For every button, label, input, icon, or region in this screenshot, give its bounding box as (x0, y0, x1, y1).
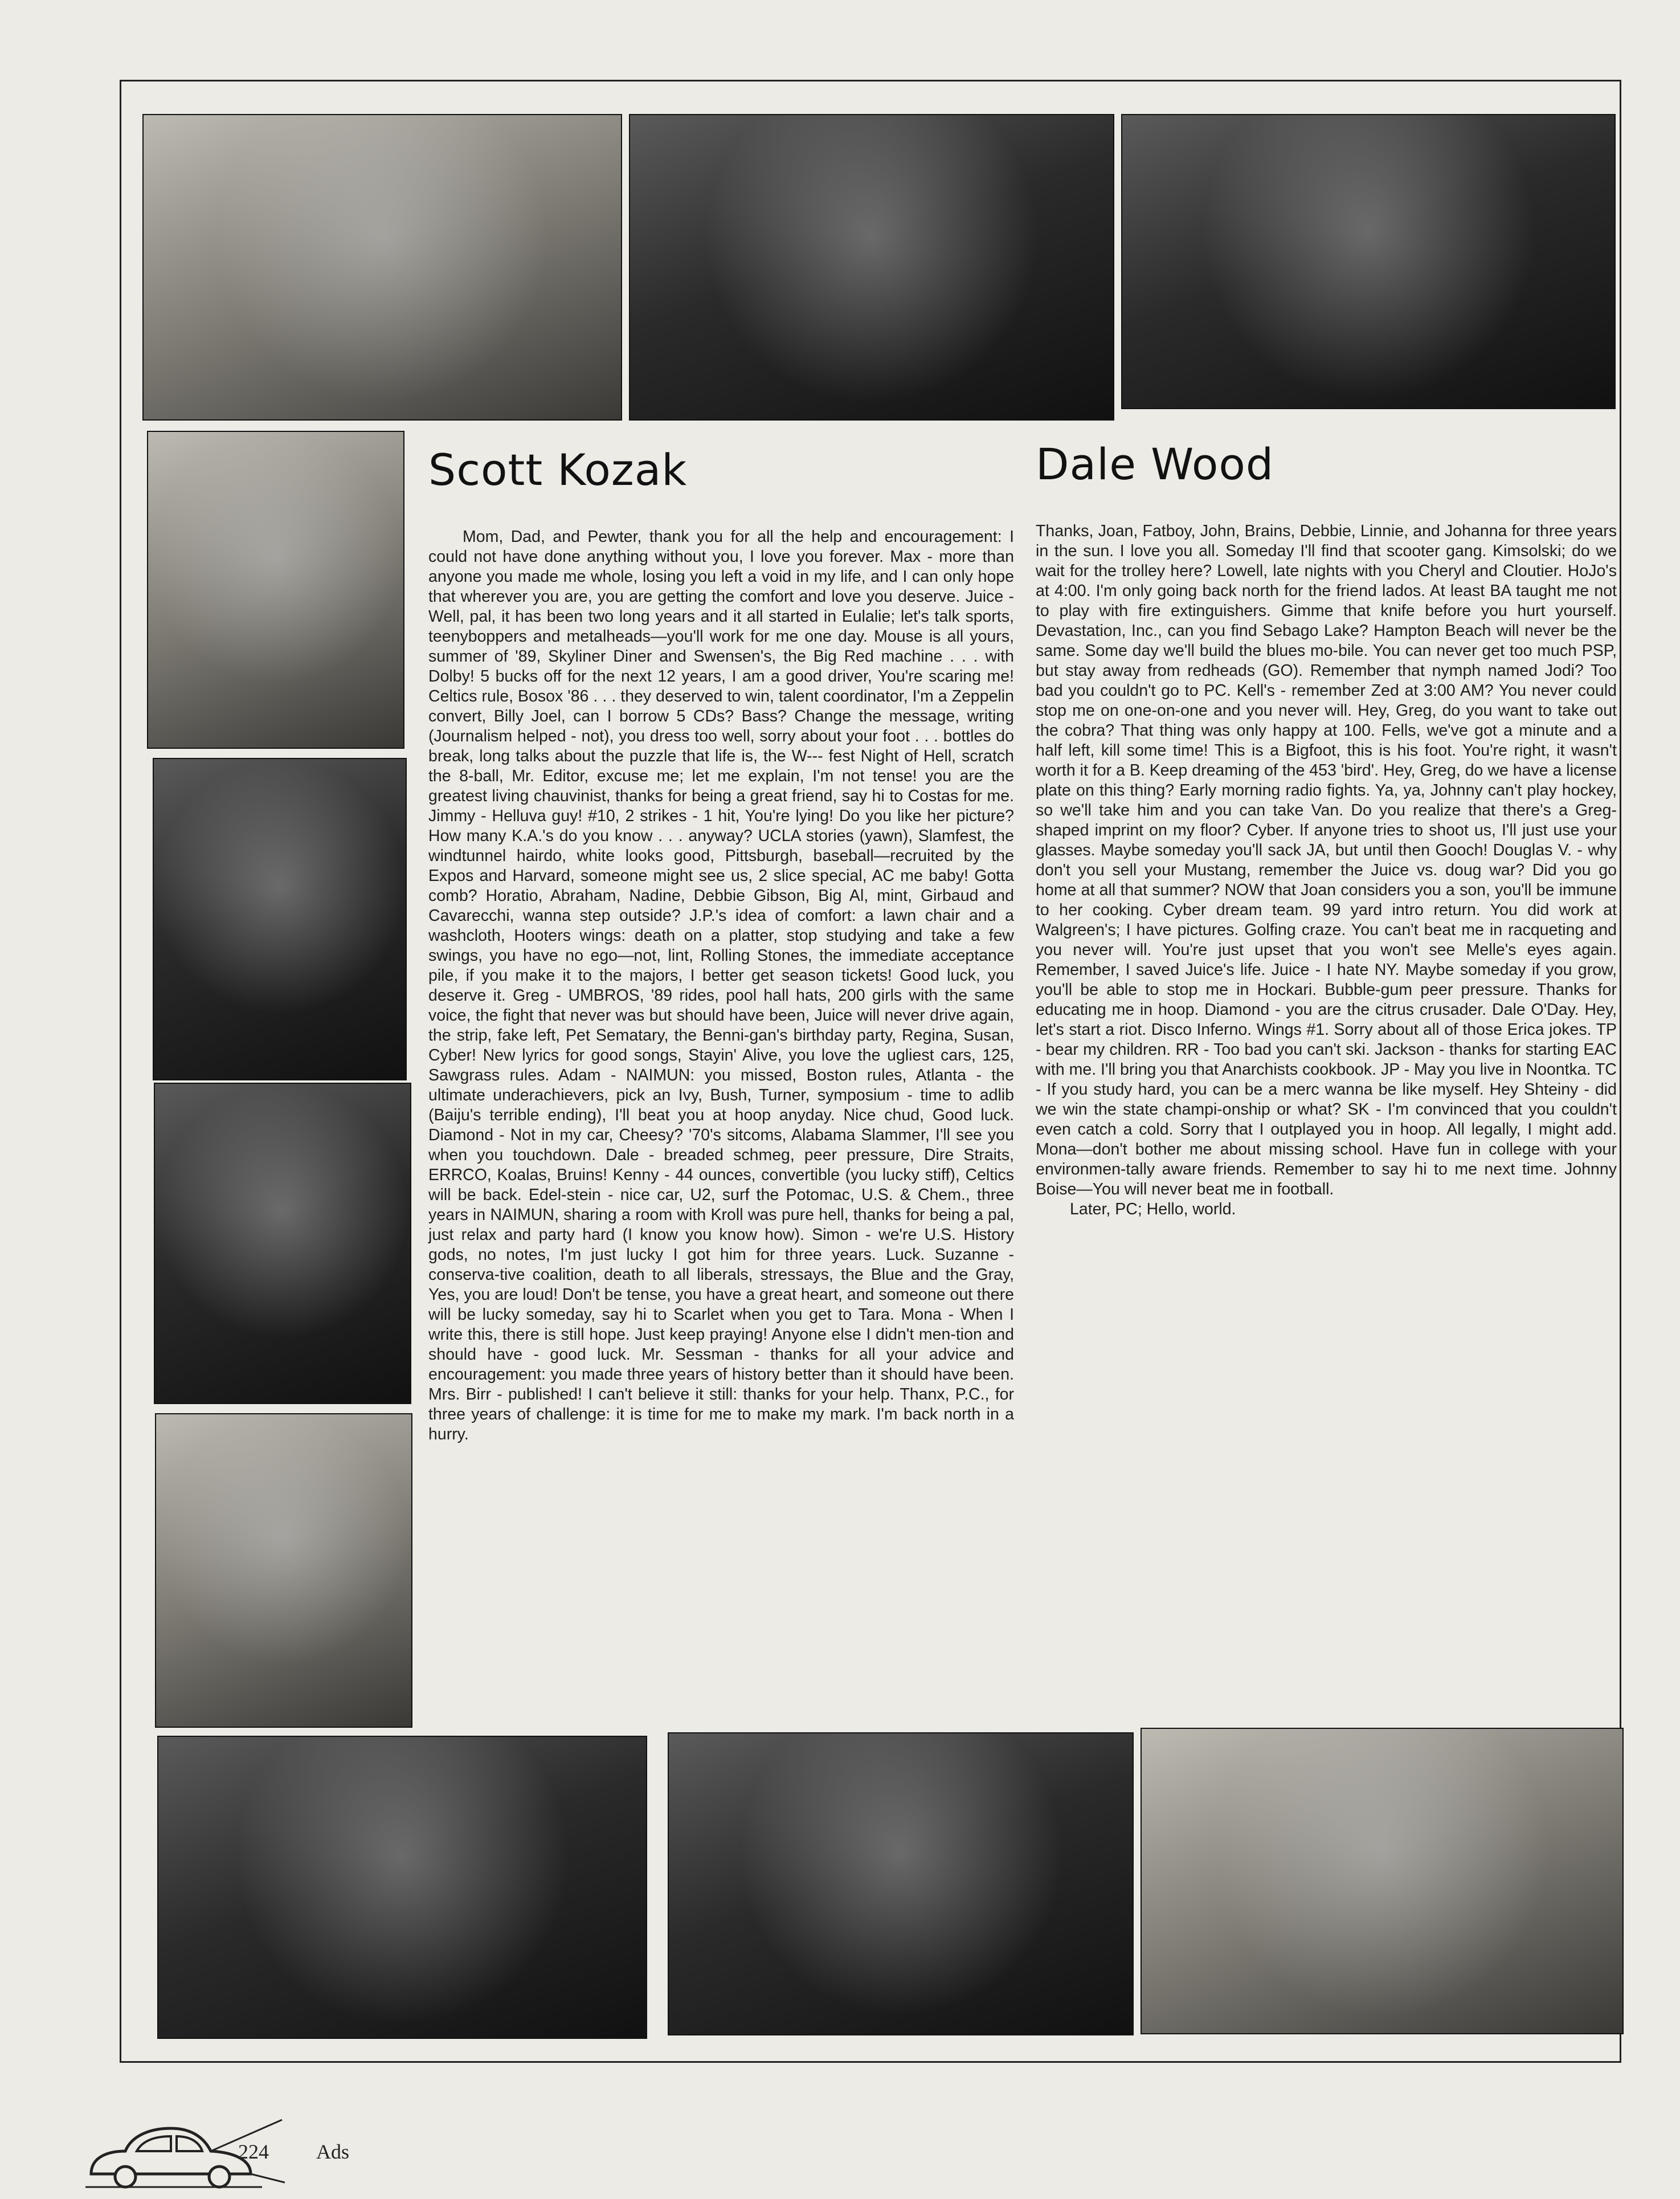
name-heading-right: Dale Wood (1036, 439, 1274, 489)
page-number: 224 (238, 2140, 269, 2163)
message-left-text: Mom, Dad, and Pewter, thank you for all the help and encouragement: I could not have done anything without you, I love you forever. Max - more than anyone you made me whole, losing you left a void in my life, and I can only hope that wherever you are, you are getting the comfort and love you deserve. Juice - Well, pal, it has been two long years and it all started in Eulalie; let's talk sports, teenyboppers and metalheads—you'll work for me one day. Mouse is all yours, summer of '89, Skyliner Diner and Swensen's, the Big Red machine . . . with Dolby! 5 bucks off for the next 12 years, I am a good driver, You're scaring me! Celtics rule, Bosox '86 . . . they deserved to win, talent coordinator, I'm a Zeppelin convert, Billy Joel, can I borrow 5 CDs? Bass? Change the message, writing (Journalism helped - not), you dress too well, sorry about your foot . . . bottles do break, long talks about the puzzle that life is, the W--- fest Night of Hell, scratch the 8-ball, Mr. Editor, excuse me; let me explain, I'm not tense! you are the greatest living chauvinist, thanks for being a great friend, say hi to Costas for me. Jimmy - Helluva guy! #10, 2 strikes - 1 hit, You're lying! Do you like her picture? How many K.A.'s do you know . . . anyway? UCLA stories (yawn), Slamfest, the windtunnel hairdo, white looks good, Pittsburgh, baseball—recruited by the Expos and Harvard, someone might see us, 2 slice special, AC me baby! Gotta comb? Horatio, Abraham, Nadine, Debbie Gibson, Big Al, mint, Girbaud and Cavarecchi, wanna step outside? J.P.'s idea of comfort: a lawn chair and a washcloth, Hooters wings: death on a platter, stop studying and take a few swings, you have no ego—not, lint, Rolling Stones, the immediate acceptance pile, if you make it to the majors, I better get season tickets! Good luck, you deserve it. Greg - UMBROS, '89 rides, pool hall hats, 200 girls with the same voice, the fight that never was but should have been, Juice will never drive again, the strip, fake left, Pet Sematary, the Benni-gan's birthday party, Regina, Susan, Cyber! New lyrics for good songs, Stayin' Alive, you love the ugliest cars, 125, Sawgrass rules. Adam - NAIMUN: you missed, Boston rules, Atlanta - the ultimate underachievers, pick an Ivy, Bush, Turner, symposium - time to adlib (Baiju's terrible ending), I'll beat you at hoop anyday. Nice chud, Good luck. Diamond - Not in my car, Cheesy? '70's sitcoms, Alabama Slammer, I'll see you when you touchdown. Dale - breaded schmeg, peer pressure, Dire Straits, ERRCO, Koalas, Bruins! Kenny - 44 ounces, convertible (you lucky stiff), Celtics will be back. Edel-stein - nice car, U2, surf the Potomac, U.S. & Chem., three years in NAIMUN, sharing a room with Kroll was pure hell, thanks for being a pal, just relax and party hard (I know you know how). Simon - we're U.S. History gods, no notes, I'm just lucky I got him for three years. Luck. Suzanne - conserva-tive coalition, death to all liberals, stressays, the Blue and the Gray, Yes, you are loud! Don't be tense, you have a great heart, and someone out there will be lucky someday, say hi to Scarlet when you get to Tara. Mona - When I write this, there is still hope. Just keep praying! Anyone else I didn't men-tion and should have - good luck. Mr. Sessman - thanks for all your advice and encouragement: you made three years of history better than it should have been. Mrs. Birr - published! I can't believe it still: thanks for your help. Thanx, P.C., for three years of challenge: it is time for me to make my mark. I'm back north in a hurry. (428, 528, 1014, 1443)
message-left (428, 527, 1014, 1445)
photo-left-1 (147, 431, 404, 749)
photo-left-3 (154, 1083, 411, 1404)
photo-top-right (1121, 114, 1616, 409)
photo-bottom-left (157, 1736, 647, 2039)
photo-left-4 (155, 1413, 412, 1728)
message-right-text: Thanks, Joan, Fatboy, John, Brains, Debbie, Linnie, and Johanna for three years in the sun. I love you all. Someday I'll find that scooter gang. Kimsolski; do we wait for the trolley here? Lowell, late nights with you Cheryl and Cloutier. HoJo's at 4:00. I'm only going back north for the friend lados. At least BA taught me not to play with fire extinguishers. Gimme that knife before you hurt yourself. Devastation, Inc., can you find Sebago Lake? Hampton Beach will never be the same. Some day we'll build the blues mo-bile. You can never get too much PSP, but stay away from redheads (GO). Remember that nymph named Jodi? Too bad you couldn't go to PC. Kell's - remember Zed at 3:00 AM? You never could stop me on one-on-one and you never will. Hey, Greg, do you want to take out the cobra? That thing was only happy at 100. Fells, we've got a minute and a half left, kill some time! This is a Bigfoot, this is his foot. You're right, it wasn't worth it for a B. Keep dreaming of the 453 'bird'. Hey, Greg, do we have a license plate on this thing? Early morning radio fights. Ya, ya, Johnny can't play hockey, so we'll take him and you can take Van. Do you realize that there's a Greg-shaped imprint on my floor? Cyber. If anyone tries to shoot us, I'll just use your glasses. Maybe someday you'll sack JA, but until then Gooch! Douglas V. - why don't you sell your Mustang, remember the Juice vs. doug war? Did you go home at all that summer? NOW that Joan considers you a son, you'll be immune to her cooking. Cyber dream team. 99 yard intro return. You did work at Walgreen's; I have pictures. Golfing craze. You can't beat me in racqueting and you never will. You're just upset that you won't see Melle's eyes again. Remember, I saved Juice's life. Juice - I hate NY. Maybe someday if you grow, you'll be able to stop me in Hockari. Bubble-gum peer pressure. Thanks for educating me in hoop. Diamond - you are the citrus crusader. Dale O'Day. Hey, let's start a riot. Disco Inferno. Wings #1. Sorry about all of those Erica jokes. TP - bear my children. RR - Too bad you can't ski. Jackson - thanks for starting EAC with me. I'll bring you that Anarchists cookbook. JP - May you live in Noontka. TC - If you study hard, you can be a merc wanna be like myself. Hey Shteiny - did we win the state champi-onship or what? SK - I'm convinced that you couldn't even catch a cold. Sorry that I outplayed you in hoop. All legally, I might add. Mona—don't bother me about missing school. Have fun in college with your environmen-tally aware friends. Remember to say hi to me next time. Johnny Boise—You will never beat me in football. (1036, 522, 1617, 1198)
message-right (1036, 521, 1617, 1219)
name-heading-left: Scott Kozak (428, 444, 688, 495)
message-right-closing: Later, PC; Hello, world. (1070, 1200, 1236, 1218)
photo-top-center (629, 114, 1114, 421)
photo-top-left (142, 114, 622, 421)
photo-bottom-center (668, 1732, 1134, 2035)
photo-left-2 (153, 758, 407, 1080)
section-label: Ads (316, 2140, 350, 2163)
photo-bottom-right (1141, 1728, 1624, 2034)
